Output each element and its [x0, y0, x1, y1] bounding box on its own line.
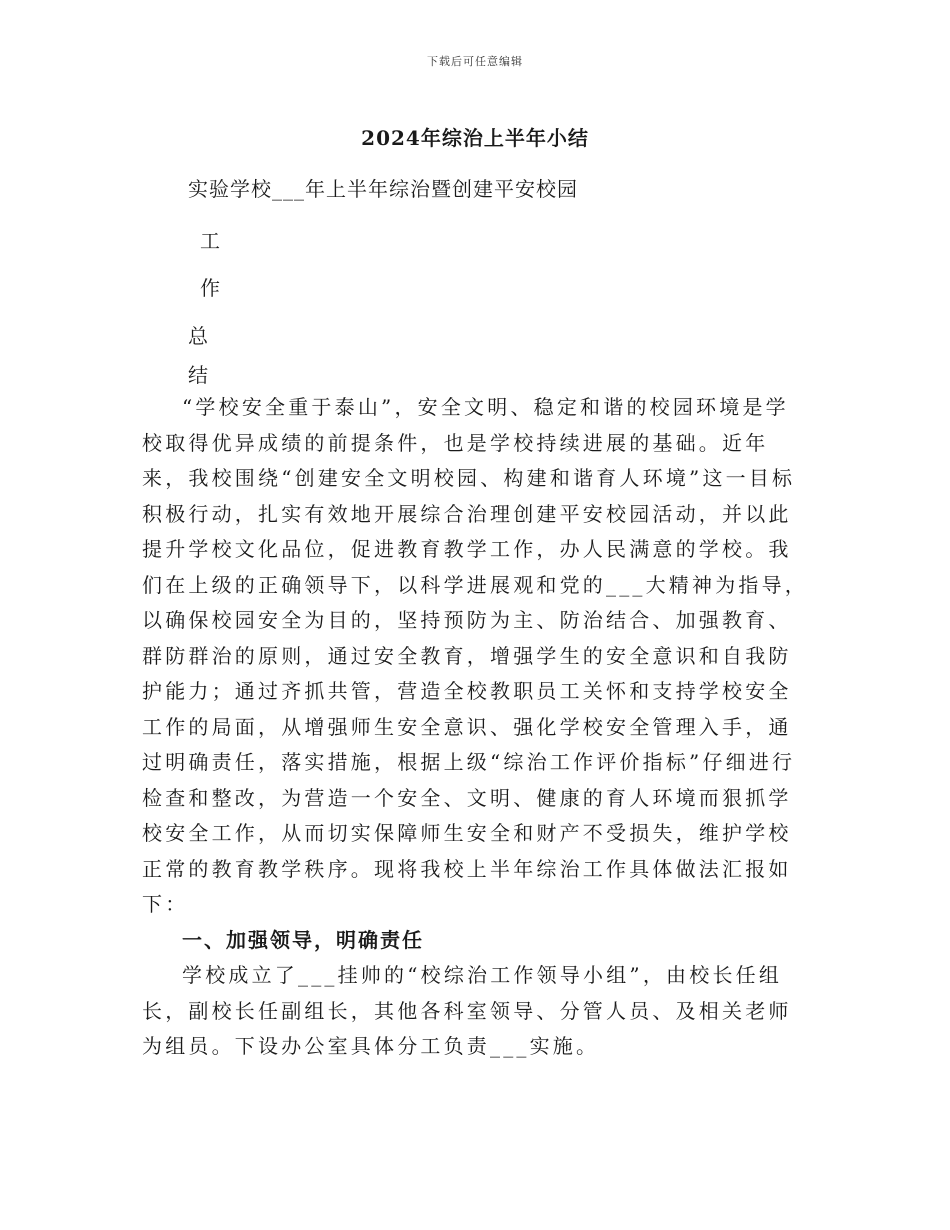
vertical-char-1: 工 [200, 229, 220, 253]
document-body [142, 390, 812, 1065]
intro-paragraph: “学校安全重于泰山”，安全文明、稳定和谐的校园环境是学校取得优异成绩的前提条件，也是学校持续进展的基础。近年来，我校围绕“创建安全文明校园、构建和谐育人环境”这一目标积极行动，扎实有效地开展综合治理创建平安校园活动，并以此提升学校文化品位，促进教育教学工作，办人民满意的学校。我们在上级的正确领导下，以科学进展观和党的___大精神为指导，以确保校园安全为目的，坚持预防为主、防治结合、加强教育、群防群治的原则，通过安全教育，增强学生的安全意识和自我防护能力；通过齐抓共管，营造全校教职员工关怀和支持学校安全工作的局面，从增强师生安全意识、强化学校安全管理入手，通过明确责任，落实措施，根据上级“综治工作评价指标”仔细进行检查和整改，为营造一个安全、文明、健康的育人环境而狠抓学校安全工作，从而切实保障师生安全和财产不受损失，维护学校正常的教育教学秩序。现将我校上半年综治工作具体做法汇报如下： [142, 395, 808, 916]
section-1-paragraph: 学校成立了___挂帅的“校综治工作领导小组”，由校长任组长，副校长任副组长，其他各科室领导、分管人员、及相关老师为组员。下设办公室具体分工负责___实施。 [142, 963, 792, 1058]
document-title: 2024年综治上半年小结 [361, 126, 589, 150]
vertical-char-3: 总 [188, 324, 208, 348]
section-heading-1: 一、加强领导，明确责任 [182, 927, 424, 952]
document-subtitle: 实验学校___年上半年综治暨创建平安校园 [188, 177, 578, 201]
page-header-note: 下载后可任意编辑 [427, 55, 523, 68]
vertical-char-4: 结 [188, 363, 208, 387]
vertical-char-2: 作 [200, 276, 220, 300]
